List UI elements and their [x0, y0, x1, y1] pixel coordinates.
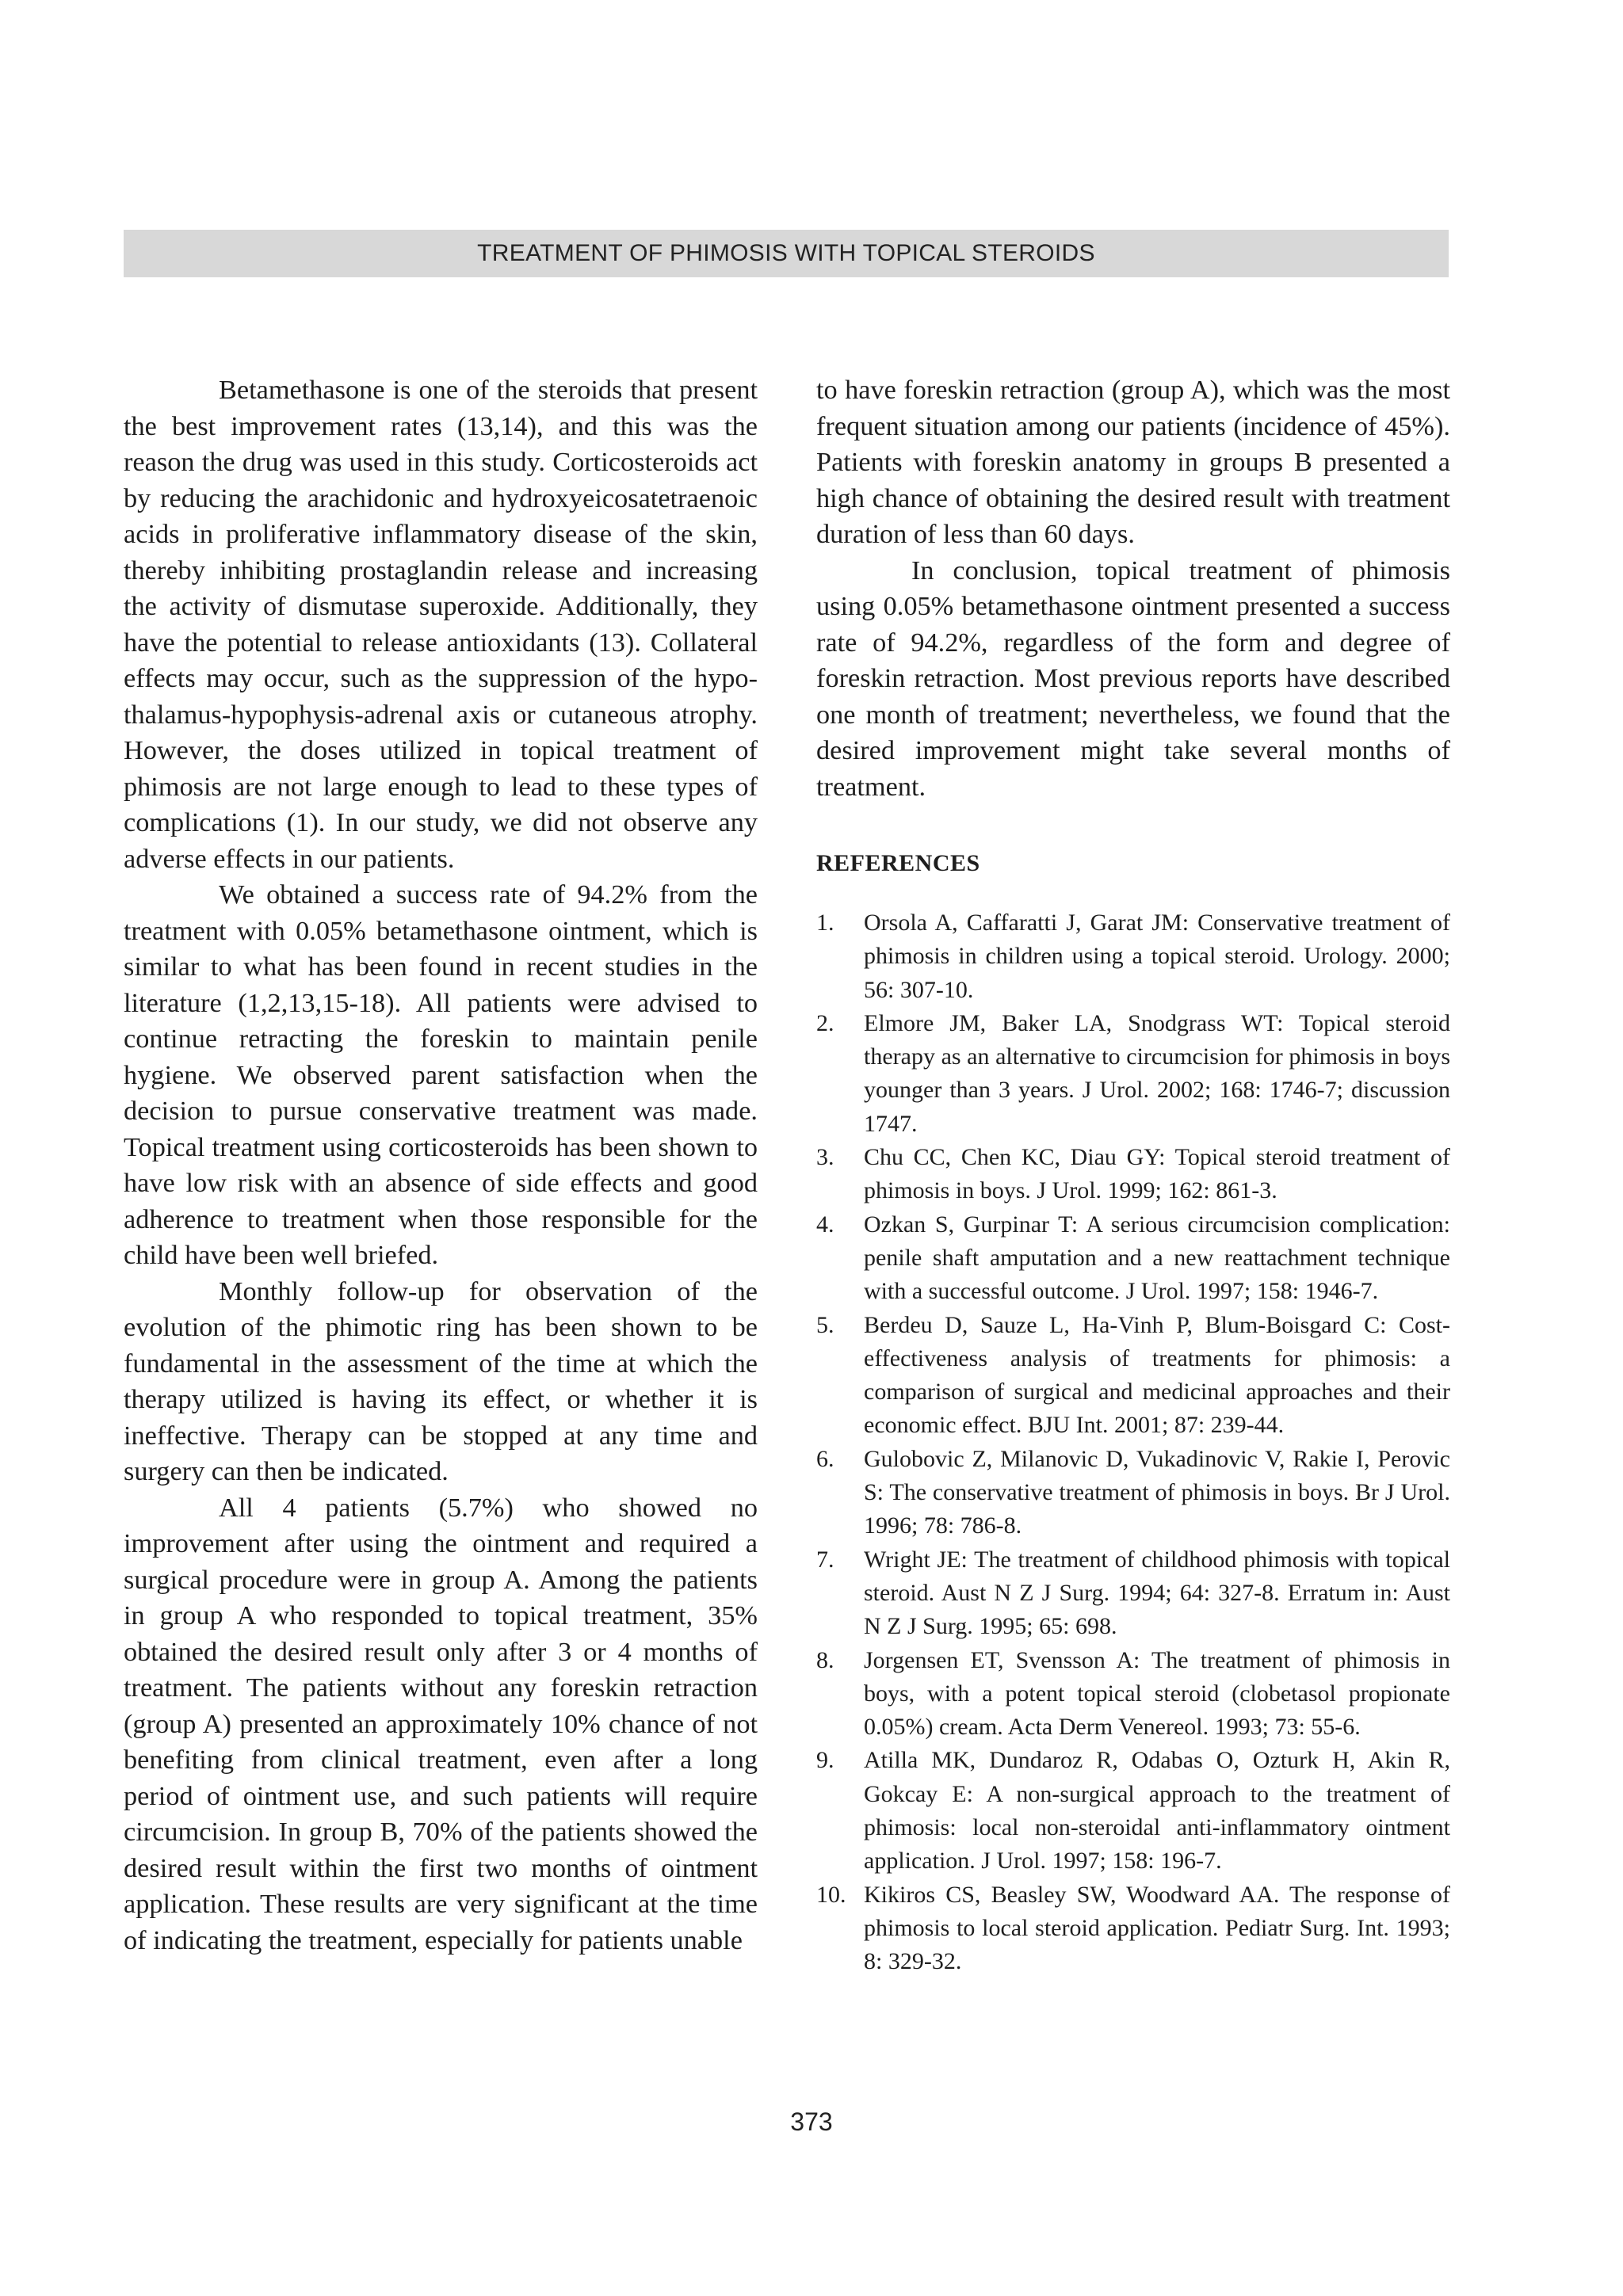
reference-text: Atilla MK, Dundaroz R, Odabas O, Ozturk H, Akin R, Gokcay E: A non-surgical approach to the treatment of phimosis: local non-steroidal anti-inflammatory ointment application. J Urol. 1997; 158: 196-7.	[864, 1747, 1450, 1875]
reference-item	[816, 1443, 1450, 1543]
conclusion-paragraph: In conclusion, topical treatment of phimosis using 0.05% betamethasone ointment presented a success rate of 94.2%, regardless of the form and degree of foreskin retraction. Most previous reports have described one month of treatment; nevertheless, we found that the desired improvement might take several months of treatment.	[816, 555, 1450, 802]
reference-number: 5.	[816, 1311, 834, 1338]
reference-text: Wright JE: The treatment of childhood phimosis with topical steroid. Aust N Z J Surg. 1994; 64: 327-8. Erratum in: Aust N Z J Surg. 1995; 65: 698.	[864, 1546, 1450, 1640]
body-paragraph: Monthly follow-up for observation of the evolution of the phimotic ring has been shown to be fundamental in the assessment of the time at which the therapy utilized is having its effect, or whether it is ineffective. Therapy can be stopped at any time and surgery can then be indicated.	[124, 1276, 758, 1486]
reference-item	[816, 1543, 1450, 1644]
reference-text: Ozkan S, Gurpinar T: A serious circumcision complication: penile shaft amputation and a new reattachment technique with a successful outcome. J Urol. 1997; 158: 1946-7.	[864, 1211, 1450, 1305]
reference-item	[816, 1309, 1450, 1443]
reference-number: 6.	[816, 1445, 834, 1472]
reference-number: 10.	[816, 1881, 846, 1908]
reference-text: Chu CC, Chen KC, Diau GY: Topical steroid treatment of phimosis in boys. J Urol. 1999; 162: 861-3.	[864, 1144, 1450, 1204]
reference-number: 8.	[816, 1646, 834, 1673]
reference-number: 4.	[816, 1211, 834, 1238]
reference-text: Orsola A, Caffaratti J, Garat JM: Conservative treatment of phimosis in children using a topical steroid. Urology. 2000; 56: 307-10.	[864, 910, 1450, 1003]
reference-number: 7.	[816, 1546, 834, 1573]
body-paragraph: We obtained a success rate of 94.2% from the treatment with 0.05% betamethasone ointment, which is similar to what has been found in recent studies in the literature (1,2,13,15-18). All patients were advised to continue retracting the foreskin to maintain penile hygiene. We observed parent satisfaction when the decision to pursue conservative treatment was made. Topical treatment using corticosteroids has been shown to have low risk with an absence of side effects and good adherence to treatment when those responsible for the child have been well briefed.	[124, 879, 758, 1270]
body-paragraph: All 4 patients (5.7%) who showed no improvement after using the ointment and required a surgical procedure were in group A. Among the patients in group A who responded to topical treatment, 35% obtained the desired result only after 3 or 4 months of treatment. The patients without any foreskin retraction (group A) presented an approximately 10% chance of not benefiting from clinical treatment, even after a long period of ointment use, and such patients will require circumcision. In group B, 70% of the patients showed the desired result within the first two months of ointment application. These results are very significant at the time of indicating the treatment, especially for patients unable	[124, 1492, 758, 1955]
references-heading: REFERENCES	[816, 850, 980, 876]
body-paragraph-continued: to have foreskin retraction (group A), which was the most frequent situation among our patients (incidence of 45%). Patients with foreskin anatomy in groups B presented a high chance of obtaining the desired result with treatment duration of less than 60 days.	[816, 375, 1450, 549]
reference-number: 1.	[816, 910, 834, 936]
reference-text: Gulobovic Z, Milanovic D, Vukadinovic V, Rakie I, Perovic S: The conservative treatment of phimosis in boys. Br J Urol. 1996; 78: 786-8.	[864, 1445, 1450, 1539]
reference-text: Kikiros CS, Beasley SW, Woodward AA. The response of phimosis to local steroid application. Pediatr Surg. Int. 1993; 8: 329-32.	[864, 1881, 1450, 1975]
left-column	[124, 372, 758, 1958]
running-title: TREATMENT OF PHIMOSIS WITH TOPICAL STEROIDS	[477, 240, 1095, 266]
page-number: 373	[790, 2107, 833, 2136]
reference-number: 9.	[816, 1747, 834, 1774]
reference-item	[816, 1878, 1450, 1979]
reference-number: 2.	[816, 1009, 834, 1036]
reference-item	[816, 1208, 1450, 1309]
reference-number: 3.	[816, 1144, 834, 1171]
reference-text: Berdeu D, Sauze L, Ha-Vinh P, Blum-Boisgard C: Cost-effectiveness analysis of treatments for phimosis: a comparison of surgical and medicinal approaches and their economic effect. BJU Int. 2001; 87: 239-44.	[864, 1311, 1450, 1439]
reference-item	[816, 1141, 1450, 1208]
reference-text: Elmore JM, Baker LA, Snodgrass WT: Topical steroid therapy as an alternative to circumcision for phimosis in boys younger than 3 years. J Urol. 2002; 168: 1746-7; discussion 1747.	[864, 1009, 1450, 1137]
body-paragraph: Betamethasone is one of the steroids that present the best improvement rates (13,14), and this was the reason the drug was used in this study. Corticosteroids act by reducing the arachidonic and hydroxyeicosatetraenoic acids in proliferative inflammatory disease of the skin, thereby inhibiting prostaglandin release and increasing the activity of dismutase superoxide. Additionally, they have the potential to release antioxidants (13). Collateral effects may occur, such as the suppression of the hypothalamus-hypophysis-adrenal axis or cutaneous atrophy. However, the doses utilized in topical treatment of phimosis are not large enough to lead to these types of complications (1). In our study, we did not observe any adverse effects in our patients.	[124, 375, 758, 874]
reference-item	[816, 1644, 1450, 1745]
reference-text: Jorgensen ET, Svensson A: The treatment of phimosis in boys, with a potent topical steroid (clobetasol propionate 0.05%) cream. Acta Derm Venereol. 1993; 73: 55-6.	[864, 1646, 1450, 1741]
references-list	[816, 906, 1450, 1979]
reference-item	[816, 906, 1450, 1007]
right-column	[816, 372, 1450, 1979]
reference-item	[816, 1007, 1450, 1141]
reference-item	[816, 1744, 1450, 1878]
running-header	[124, 230, 1449, 277]
